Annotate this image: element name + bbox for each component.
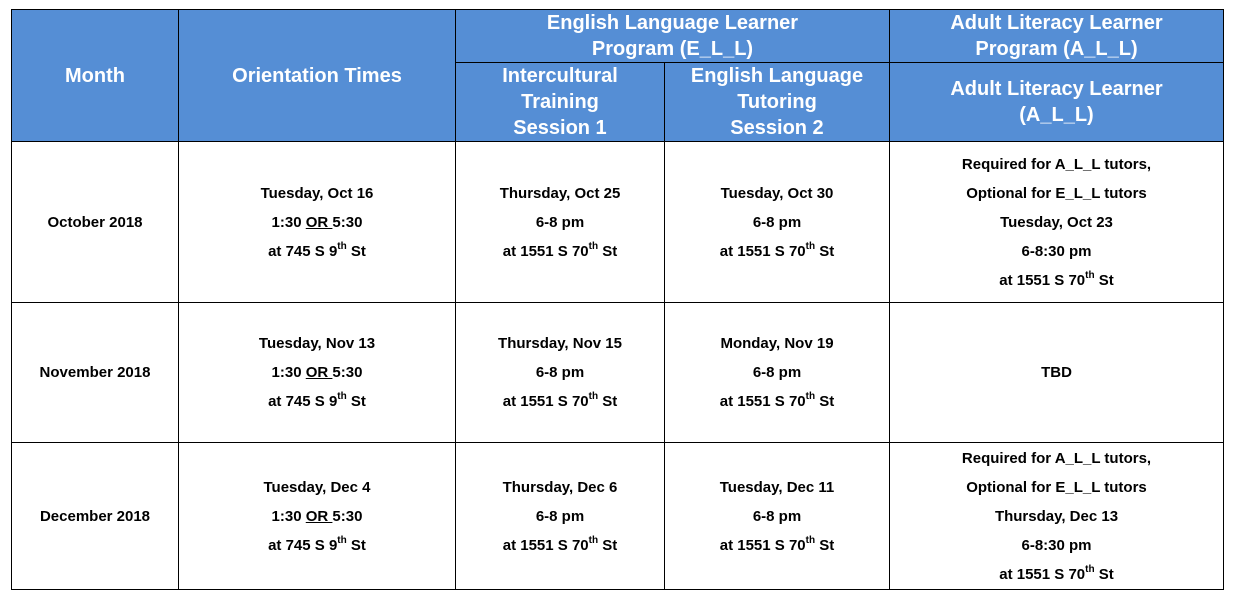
or-text: OR: [305, 507, 333, 525]
street-suffix: St: [1094, 271, 1114, 289]
session-time: 6-8 pm: [535, 364, 585, 381]
ordinal-suffix: th: [805, 391, 816, 402]
optional-note: Optional for E_L_L tutors: [966, 184, 1147, 202]
or-text: OR: [305, 364, 333, 381]
session-day: Tuesday, Oct 30: [720, 184, 834, 202]
session-1-cell: [456, 142, 665, 303]
session-day: Tuesday, Dec 11: [719, 478, 835, 496]
header-all-program-line: Adult Literacy Learner: [950, 12, 1163, 34]
time-option-a: 1:30: [271, 213, 306, 231]
table-row: [12, 142, 1224, 303]
address-text: at 745 S 9: [268, 393, 338, 410]
header-session-2-line: English Language: [690, 65, 864, 87]
month-cell: November 2018: [12, 303, 179, 443]
session-2-cell: [665, 443, 890, 590]
session-day: Thursday, Dec 6: [502, 478, 618, 496]
street-suffix: St: [346, 242, 366, 260]
header-all-session-line: Adult Literacy Learner: [950, 78, 1163, 100]
session-day: Thursday, Dec 13: [994, 507, 1119, 525]
address-text: at 1551 S 70: [719, 242, 806, 260]
header-session-1-line: Intercultural: [502, 65, 618, 87]
header-ell-session-2: [665, 63, 890, 142]
orientation-cell: [179, 142, 456, 303]
session-location: [665, 531, 889, 560]
street-suffix: St: [815, 536, 835, 554]
address-text: at 1551 S 70: [502, 536, 589, 554]
ordinal-suffix: th: [1085, 269, 1095, 281]
session-time: 6-8 pm: [752, 364, 802, 381]
address-text: at 1551 S 70: [502, 242, 589, 260]
optional-note: Optional for E_L_L tutors: [966, 478, 1147, 496]
header-session-2-line: Session 2: [730, 117, 824, 139]
orientation-time: [179, 208, 455, 237]
street-suffix: St: [815, 242, 835, 260]
street-suffix: St: [346, 536, 366, 554]
street-suffix: St: [598, 393, 618, 410]
orientation-day: Tuesday, Oct 16: [260, 184, 374, 202]
session-location: [890, 560, 1223, 589]
session-location: [665, 237, 889, 266]
header-all-program-line: Program (A_L_L): [975, 38, 1138, 60]
ordinal-suffix: th: [588, 534, 599, 546]
session-time: 6-8 pm: [535, 507, 585, 525]
month-cell: December 2018: [12, 443, 179, 590]
address-text: at 1551 S 70: [502, 393, 589, 410]
header-ell-program: [456, 10, 890, 63]
ordinal-suffix: th: [805, 240, 816, 252]
session-time: 6-8:30 pm: [1021, 536, 1092, 554]
time-option-a: 1:30: [271, 507, 306, 525]
session-time: 6-8 pm: [752, 213, 802, 231]
session-location: [665, 387, 889, 416]
header-all-program: [890, 10, 1224, 63]
table-row: [12, 303, 1224, 443]
session-2-cell: [665, 142, 890, 303]
all-session-cell: [890, 142, 1224, 303]
orientation-cell: [179, 443, 456, 590]
address-text: at 745 S 9: [268, 242, 338, 260]
header-ell-program-line: Program (E_L_L): [591, 38, 754, 60]
orientation-cell: [179, 303, 456, 443]
session-1-cell: [456, 443, 665, 590]
tbd-text: TBD: [1041, 364, 1072, 381]
orientation-location: [179, 237, 455, 266]
session-2-cell: [665, 303, 890, 443]
header-row-1: [12, 10, 1224, 63]
schedule-table: [11, 9, 1224, 590]
orientation-location: [179, 531, 455, 560]
address-text: at 1551 S 70: [999, 565, 1086, 583]
ordinal-suffix: th: [588, 240, 599, 252]
session-location: [456, 387, 664, 416]
street-suffix: St: [1094, 565, 1114, 583]
time-option-b: 5:30: [332, 507, 363, 525]
ordinal-suffix: th: [805, 534, 816, 546]
session-location: [890, 266, 1223, 295]
session-time: 6-8 pm: [535, 213, 585, 231]
ordinal-suffix: th: [588, 391, 599, 402]
header-all-session-line: (A_L_L): [1019, 104, 1094, 126]
or-text: OR: [305, 213, 333, 231]
session-day: Tuesday, Oct 23: [1000, 213, 1113, 231]
address-text: at 1551 S 70: [999, 271, 1086, 289]
session-location: [456, 237, 664, 266]
table-row: [12, 443, 1224, 590]
header-session-1-line: Training: [521, 91, 599, 113]
ordinal-suffix: th: [1085, 563, 1095, 575]
requirement-note: Required for A_L_L tutors,: [961, 449, 1152, 467]
time-option-b: 5:30: [332, 364, 363, 381]
header-ell-program-line: English Language Learner: [546, 12, 799, 34]
session-day: Thursday, Nov 15: [498, 335, 622, 352]
ordinal-suffix: th: [337, 240, 347, 252]
session-time: 6-8 pm: [752, 507, 802, 525]
orientation-time: [179, 502, 455, 531]
orientation-day: Tuesday, Nov 13: [258, 335, 376, 352]
address-text: at 1551 S 70: [719, 393, 806, 410]
session-day: Thursday, Oct 25: [499, 184, 621, 202]
time-option-a: 1:30: [271, 364, 306, 381]
street-suffix: St: [598, 242, 618, 260]
session-location: [456, 531, 664, 560]
header-all-session: [890, 63, 1224, 142]
header-orientation-times: Orientation Times: [179, 10, 456, 142]
street-suffix: St: [346, 393, 366, 410]
requirement-note: Required for A_L_L tutors,: [961, 155, 1152, 173]
session-1-cell: [456, 303, 665, 443]
ordinal-suffix: th: [337, 534, 347, 546]
header-month: Month: [12, 10, 179, 142]
month-cell: October 2018: [12, 142, 179, 303]
address-text: at 1551 S 70: [719, 536, 806, 554]
header-session-1-line: Session 1: [513, 117, 607, 139]
street-suffix: St: [815, 393, 835, 410]
all-session-cell: [890, 443, 1224, 590]
all-session-cell: [890, 303, 1224, 443]
session-time: 6-8:30 pm: [1021, 242, 1092, 260]
ordinal-suffix: th: [337, 391, 347, 402]
orientation-location: [179, 387, 455, 416]
time-option-b: 5:30: [332, 213, 363, 231]
header-session-2-line: Tutoring: [737, 91, 817, 113]
orientation-day: Tuesday, Dec 4: [263, 478, 371, 496]
street-suffix: St: [598, 536, 618, 554]
address-text: at 745 S 9: [268, 536, 338, 554]
header-ell-session-1: [456, 63, 665, 142]
session-day: Monday, Nov 19: [720, 335, 834, 352]
orientation-time: [179, 358, 455, 387]
